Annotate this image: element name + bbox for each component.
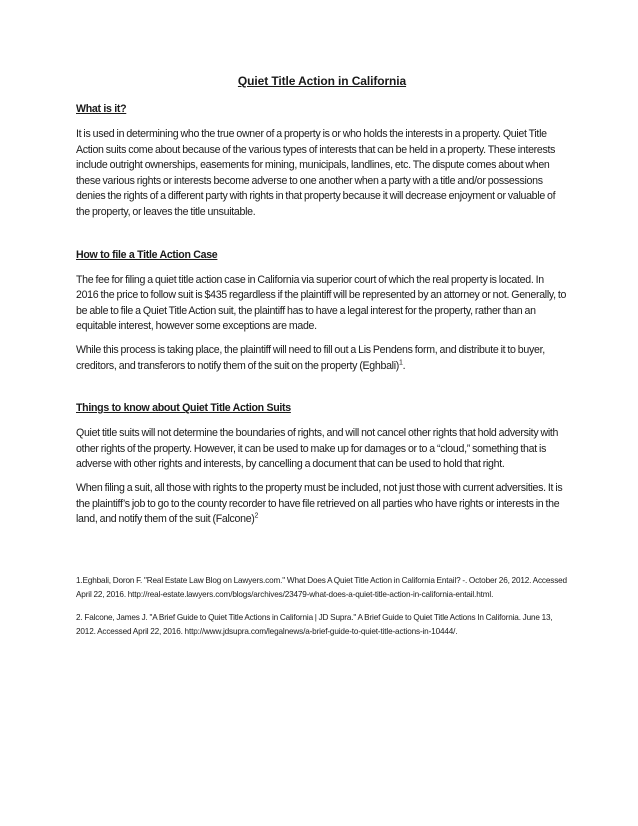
document-title: Quiet Title Action in California (237, 74, 407, 88)
paragraph-text: When filing a suit, all those with rights to the property must be included, not just those with current adversities. It is the plaintiff’s job to go to the county recorder to have file retrieved on all parties who have rights or interests in the land, and notify them of the suit (Falcone) (76, 481, 563, 526)
reference-entry: 1.Eghbali, Doron F. "Real Estate Law Blog on Lawyers.com." What Does A Quiet Title Action in California Entail? -. October 26, 2012. Accessed April 22, 2016. http://real-estate.lawyers.com/blogs/archives/23479-what-does-a-quiet-title-action-in-california-entail.html. (76, 575, 567, 600)
footnote-marker: 1 (399, 359, 403, 366)
paragraph-text: While this process is taking place, the plaintiff will need to fill out a Lis Pendens form, and distribute it to buyer, creditors, and transferors to notify them of the suit on the property (Eghbali) (76, 343, 545, 372)
section-paragraph-with-footnote (76, 481, 568, 528)
footnote-marker: 2 (254, 512, 259, 520)
section-heading-what-is-it: What is it? (76, 103, 127, 115)
section-paragraph: Quiet title suits will not determine the boundaries of rights, and will not cancel other rights that hold adversity with other rights of the property. However, it can be used to make up for damages or to a “cloud,” something that is adverse with other rights and interests, by cancelling a document that can be used to hold that right. (76, 427, 559, 471)
section-paragraph: The fee for filing a quiet title action case in California via superior court of which the real property is located. In 2016 the price to follow suit is $435 regardless if the plaintiff will be represented by an attorney or not. Generally, to be able to file a Quiet Title Action suit, the plaintiff has to have a legal interest for the property, rather than an equitable interest, however some exceptions are made. (76, 273, 567, 333)
section-paragraph: It is used in determining who the true owner of a property is or who holds the interests in a property. Quiet Title Action suits come about because of the various types of interests that can be held in a property. These interests include outright ownerships, easements for mining, municipals, landlines, etc. The dispute comes about when these various rights or interests become adverse to one another when a party with a title and/or possessions denies the rights of a different party with rights in that property because it will decrease enjoyment or valuable of the property, or leaves the title unsuitable. (76, 128, 556, 218)
reference-entry: 2. Falcone, James J. "A Brief Guide to Quiet Title Actions in California | JD Supra." A Brief Guide to Quiet Title Actions In California. June 13, 2012. Accessed April 22, 2016. http://www.jdsupra.com/legalnews/a-brief-guide-to-quiet-title-actions-in-10444/. (76, 612, 553, 637)
section-heading-how-to-file: How to file a Title Action Case (76, 248, 218, 261)
section-paragraph-with-footnote: While this process is taking place, the plaintiff will need to fill out a Lis Pendens form, and distribute it to buyer, creditors, and transferors to notify them of the suit on the property (Eghbali)$^1$. (76, 343, 545, 372)
document-page (76, 74, 568, 640)
section-heading-things-to-know: Things to know about Quiet Title Action Suits (76, 402, 291, 415)
